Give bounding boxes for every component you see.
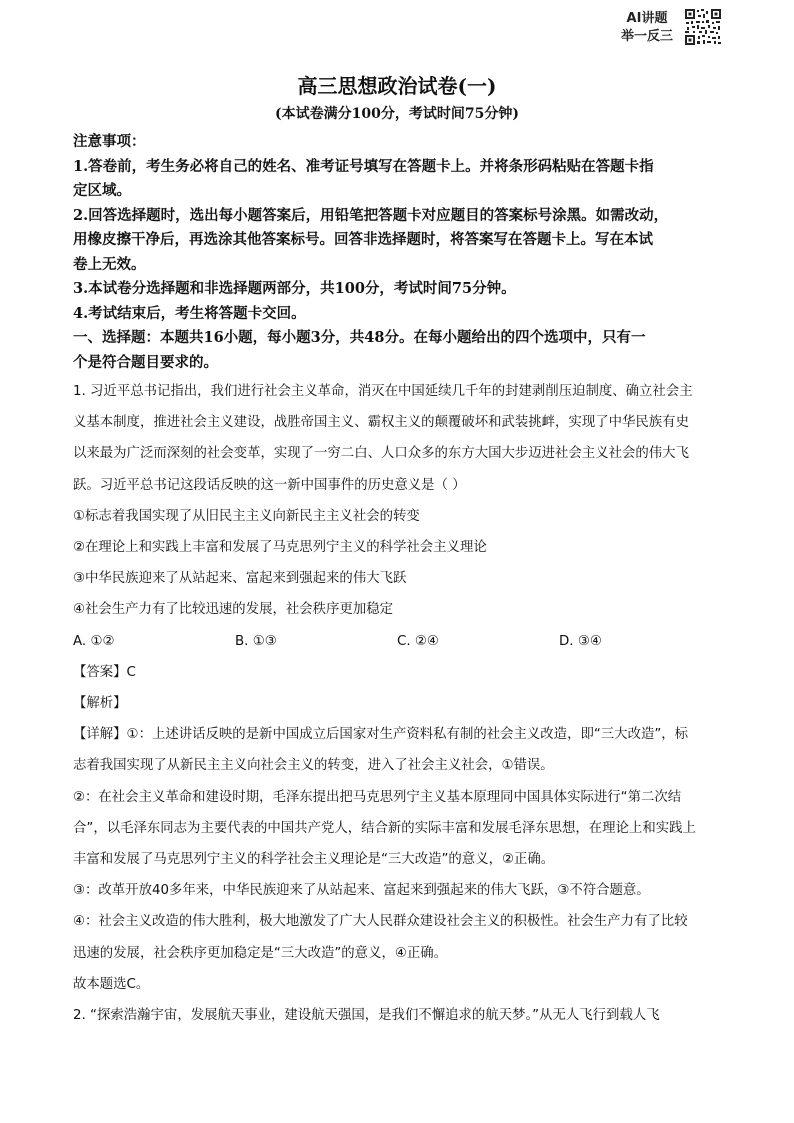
- section-heading: 一、选择题：本题共16小题，每小题3分，共48分。在每小题给出的四个选项中，只有一: [73, 329, 646, 346]
- q1-statement: ④社会生产力有了比较迅速的发展，社会秩序更加稳定: [73, 602, 393, 618]
- notes-line: 卷上无效。: [73, 255, 146, 273]
- q1-stem-line: 跃。习近平总书记这段话反映的这一新中国事件的历史意义是（ ）: [73, 477, 466, 493]
- q1-detail-line: 【详解】①：上述讲话反映的是新中国成立后国家对生产资料私有制的社会主义改造，即“三大改造”，标: [73, 727, 689, 743]
- notes-line: 1.答卷前，考生务必将自己的姓名、准考证号填写在答题卡上。并将条形码粘贴在答题卡指: [73, 157, 654, 175]
- q1-detail-line: 合”，以毛泽东同志为主要代表的中国共产党人，结合新的实际丰富和发展毛泽东思想，在理论上和实践上: [73, 820, 696, 836]
- q1-statement: ③中华民族迎来了从站起来、富起来到强起来的伟大飞跃: [73, 571, 407, 587]
- q1-stem-line: 义基本制度，推进社会主义建设，战胜帝国主义、霸权主义的颠覆破坏和武装挑衅，实现了中华民族有史: [73, 415, 689, 431]
- notes-section: [73, 130, 733, 375]
- q1-option-c: C. ②④: [397, 633, 439, 649]
- notes-line: 2.回答选择题时，选出每小题答案后，用铅笔把答题卡对应题目的答案标号涂黑。如需改动，: [73, 206, 669, 224]
- ai-badge-line1: AI讲题: [626, 11, 668, 26]
- notes-line: 4.考试结束后，考生将答题卡交回。: [73, 304, 306, 322]
- q1-option-b: B. ①③: [235, 633, 277, 649]
- q1-statement: ①标志着我国实现了从旧民主主义向新民主主义社会的转变: [73, 508, 420, 524]
- ai-badge-label: [614, 10, 680, 46]
- q1-option-d: D. ③④: [559, 633, 602, 649]
- notes-heading: 注意事项：: [73, 133, 146, 150]
- qr-code-icon[interactable]: [684, 8, 722, 46]
- notes-line: 用橡皮擦干净后，再选涂其他答案标号。回答非选择题时，将答案写在答题卡上。写在本试: [73, 231, 653, 248]
- q1-detail-line: ③：改革开放40多年来，中华民族迎来了从站起来、富起来到强起来的伟大飞跃，③不符合题意。: [73, 883, 650, 899]
- question-body: [73, 376, 733, 1031]
- ai-badge[interactable]: [614, 8, 726, 48]
- q2-stem-line: 2. “探索浩瀚宇宙，发展航天事业，建设航天强国，是我们不懈追求的航天梦。”从无人飞行到载人飞: [73, 1008, 660, 1024]
- q1-analysis-label: 【解析】: [73, 696, 127, 712]
- exam-title: 高三思想政治试卷(一): [297, 74, 497, 98]
- section-heading: 个是符合题目要求的。: [73, 353, 218, 371]
- notes-line: 3.本试卷分选择题和非选择题两部分，共100分，考试时间75分钟。: [73, 280, 516, 297]
- q1-answer: 【答案】C: [73, 664, 136, 680]
- q1-detail-line: ④：社会主义改造的伟大胜利，极大地激发了广大人民群众建设社会主义的积极性。社会生产力有了比较: [73, 914, 688, 930]
- q1-detail-line: ②：在社会主义革命和建设时期，毛泽东提出把马克思列宁主义基本原理同中国具体实际进行“第二次结: [73, 789, 682, 805]
- q1-option-a: A. ①②: [73, 633, 115, 649]
- q1-conclusion: 故本题选C。: [73, 976, 150, 992]
- q1-stem-line: 1. 习近平总书记指出，我们进行社会主义革命，消灭在中国延续几千年的封建剥削压迫制度、确立社会主: [73, 384, 693, 399]
- ai-badge-line2: 举一反三: [620, 29, 673, 44]
- q1-options: [73, 626, 733, 657]
- exam-subtitle: (本试卷满分100分，考试时间75分钟): [275, 106, 519, 122]
- notes-line: 定区域。: [73, 182, 131, 199]
- q1-stem-line: 以来最为广泛而深刻的社会变革，实现了一穷二白、人口众多的东方大国大步迈进社会主义社会的伟大飞: [73, 446, 689, 462]
- q1-detail-line: 丰富和发展了马克思列宁主义的科学社会主义理论是“三大改造”的意义，②正确。: [73, 852, 555, 868]
- q1-detail-line: 志着我国实现了从新民主主义向社会主义的转变，进入了社会主义社会，①错误。: [73, 758, 554, 774]
- q1-statement: ②在理论上和实践上丰富和发展了马克思列宁主义的科学社会主义理论: [73, 540, 487, 556]
- q1-detail-line: 迅速的发展，社会秩序更加稳定是“三大改造”的意义，④正确。: [73, 945, 448, 961]
